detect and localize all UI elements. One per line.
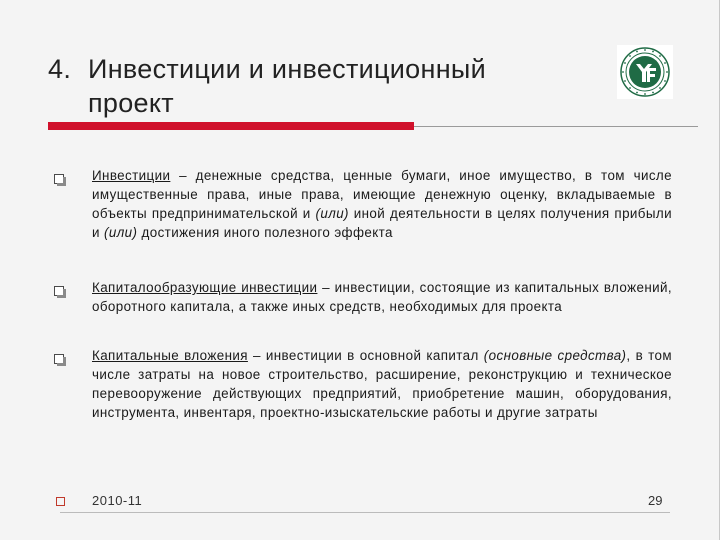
- bullet-icon: [54, 174, 64, 184]
- slide-title: [48, 52, 608, 120]
- title-line-1: Инвестиции и инвестиционный: [88, 54, 487, 84]
- footer-date: 2010-11: [92, 493, 143, 508]
- term: Капиталообразующие инвестиции: [92, 280, 318, 295]
- page-number: 29: [648, 493, 663, 508]
- footer-divider: [60, 512, 670, 513]
- definition-capital-investments: Капитальные вложения – инвестиции в основной капитал (основные средства), в том числе затраты на новое строительство, расширение, реконструкцию и техническое перевооружение действующих предприятий, приобретение машин, оборудования, инструмента, инвентаря, проектно-изыскательские работы и другие затраты: [92, 348, 672, 420]
- footer-bullet-icon: [56, 497, 65, 506]
- definition-capital-forming-investments: Капиталообразующие инвестиции – инвестиции, состоящие из капитальных вложений, оборотного капитала, а также иных средств, необходимых для проекта: [92, 280, 672, 314]
- title-line-2: проект: [88, 88, 174, 118]
- definition-investments: Инвестиции – денежные средства, ценные бумаги, иное имущество, в том числе имущественные права, иные права, имеющие денежную оценку, вкладываемые в объекты предпринимательской и (или) иной деятельности в целях получения прибыли и (или) достижения иного полезного эффекта: [92, 168, 672, 240]
- bullet-icon: [54, 286, 64, 296]
- term: Инвестиции: [92, 168, 171, 183]
- slide-number: 4.: [48, 54, 72, 84]
- term: Капитальные вложения: [92, 348, 248, 363]
- university-seal-icon: [614, 44, 676, 100]
- bullet-icon: [54, 354, 64, 364]
- title-accent-bar: [48, 122, 414, 130]
